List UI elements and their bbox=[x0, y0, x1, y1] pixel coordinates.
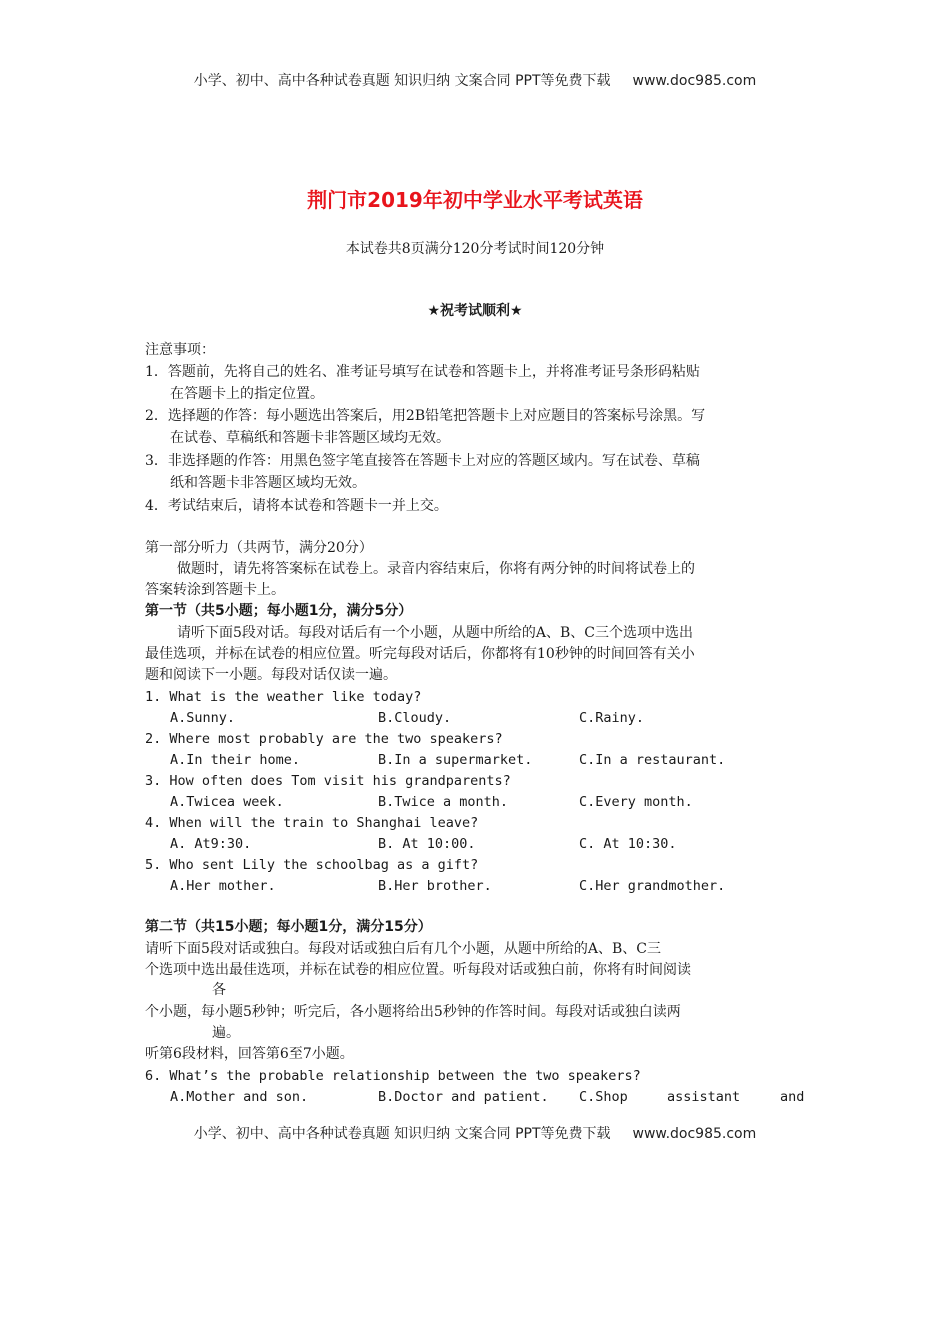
section2-intro-5: 遍。 bbox=[212, 1025, 240, 1041]
notice-heading: 注意事项： bbox=[145, 342, 215, 358]
question-2-option-b: B.In a supermarket. bbox=[378, 752, 533, 768]
header-site-link[interactable]: www.doc985.com bbox=[632, 73, 757, 89]
part1-heading: 第一部分听力（共两节，满分20分） bbox=[145, 540, 373, 556]
good-luck-line: ★祝考试顺利★ bbox=[427, 303, 523, 319]
question-5-option-c: C.Her grandmother. bbox=[579, 878, 726, 894]
question-6-option-c-word1: C.Shop bbox=[579, 1089, 628, 1105]
question-1-option-c: C.Rainy. bbox=[579, 710, 645, 726]
notice-item-2-cont: 在试卷、草稿纸和答题卡非答题区域均无效。 bbox=[170, 430, 450, 446]
question-6-option-b: B.Doctor and patient. bbox=[378, 1089, 549, 1105]
question-2-option-c: C.In a restaurant. bbox=[579, 752, 726, 768]
notice-item-4: 4．考试结束后，请将本试卷和答题卡一并上交。 bbox=[145, 498, 448, 514]
part1-intro: 做题时，请先将答案标在试卷上。录音内容结束后，你将有两分钟的时间将试卷上的 bbox=[177, 561, 695, 577]
section2-intro-3: 各 bbox=[212, 982, 226, 998]
question-3-option-c: C.Every month. bbox=[579, 794, 693, 810]
section2-intro-1: 请听下面5段对话或独白。每段对话或独白后有几个小题，从题中所给的A、B、C三 bbox=[145, 941, 662, 957]
question-2-option-a: A.In their home. bbox=[170, 752, 301, 768]
question-3-option-b: B.Twice a month. bbox=[378, 794, 509, 810]
question-3-option-a: A.Twicea week. bbox=[170, 794, 284, 810]
notice-item-3-cont: 纸和答题卡非答题区域均无效。 bbox=[170, 475, 366, 491]
section2-heading: 第二节（共15小题；每小题1分，满分15分） bbox=[145, 919, 432, 935]
notice-item-3: 3．非选择题的作答：用黑色签字笔直接答在答题卡上对应的答题区域内。写在试卷、草稿 bbox=[145, 453, 700, 469]
question-1: 1. What is the weather like today? bbox=[145, 689, 422, 705]
question-1-option-b: B.Cloudy. bbox=[378, 710, 452, 726]
question-4-option-c: C. At 10:30. bbox=[579, 836, 677, 852]
section1-heading: 第一节（共5小题；每小题1分，满分5分） bbox=[145, 603, 413, 619]
section1-intro-cont2: 题和阅读下一小题。每段对话仅读一遍。 bbox=[145, 667, 397, 683]
exam-title: 荆门市2019年初中学业水平考试英语 bbox=[307, 188, 643, 212]
question-3: 3. How often does Tom visit his grandparents? bbox=[145, 773, 511, 789]
notice-item-2: 2．选择题的作答：每小题选出答案后，用2B铅笔把答题卡上对应题目的答案标号涂黑。写 bbox=[145, 408, 706, 424]
question-4: 4. When will the train to Shanghai leave? bbox=[145, 815, 479, 831]
footer-text: 小学、初中、高中各种试卷真题 知识归纳 文案合同 PPT等免费下载 bbox=[193, 1126, 611, 1142]
exam-subtitle: 本试卷共8页满分120分考试时间120分钟 bbox=[345, 241, 605, 257]
section2-intro-4: 个小题，每小题5秒钟；听完后，各小题将给出5秒钟的作答时间。每段对话或独白读两 bbox=[145, 1004, 681, 1020]
notice-item-1: 1．答题前，先将自己的姓名、准考证号填写在试卷和答题卡上，并将准考证号条形码粘贴 bbox=[145, 364, 700, 380]
page-header bbox=[0, 70, 950, 90]
question-6-option-c-word2: assistant bbox=[667, 1089, 741, 1105]
notice-item-1-cont: 在答题卡上的指定位置。 bbox=[170, 386, 324, 402]
question-5: 5. Who sent Lily the schoolbag as a gift? bbox=[145, 857, 479, 873]
question-1-option-a: A.Sunny. bbox=[170, 710, 236, 726]
question-6-option-c-word3: and bbox=[780, 1089, 805, 1105]
question-4-option-b: B. At 10:00. bbox=[378, 836, 476, 852]
question-5-option-a: A.Her mother. bbox=[170, 878, 276, 894]
section2-intro-2: 个选项中选出最佳选项，并标在试卷的相应位置。听每段对话或独白前，你将有时间阅读 bbox=[145, 962, 691, 978]
question-6: 6. What’s the probable relationship between the two speakers? bbox=[145, 1068, 641, 1084]
question-4-option-a: A. At9:30. bbox=[170, 836, 252, 852]
question-2: 2. Where most probably are the two speakers? bbox=[145, 731, 503, 747]
question-6-option-a: A.Mother and son. bbox=[170, 1089, 309, 1105]
header-text: 小学、初中、高中各种试卷真题 知识归纳 文案合同 PPT等免费下载 bbox=[193, 73, 611, 89]
footer-site-link[interactable]: www.doc985.com bbox=[632, 1126, 757, 1142]
section1-intro-cont: 最佳选项，并标在试卷的相应位置。听完每段对话后，你都将有10秒钟的时间回答有关小 bbox=[145, 646, 695, 662]
part1-intro-cont: 答案转涂到答题卡上。 bbox=[145, 582, 285, 598]
question-5-option-b: B.Her brother. bbox=[378, 878, 492, 894]
section2-material-note: 听第6段材料，回答第6至7小题。 bbox=[145, 1046, 354, 1062]
section1-intro: 请听下面5段对话。每段对话后有一个小题，从题中所给的A、B、C三个选项中选出 bbox=[177, 625, 694, 641]
page-footer bbox=[0, 1123, 950, 1143]
